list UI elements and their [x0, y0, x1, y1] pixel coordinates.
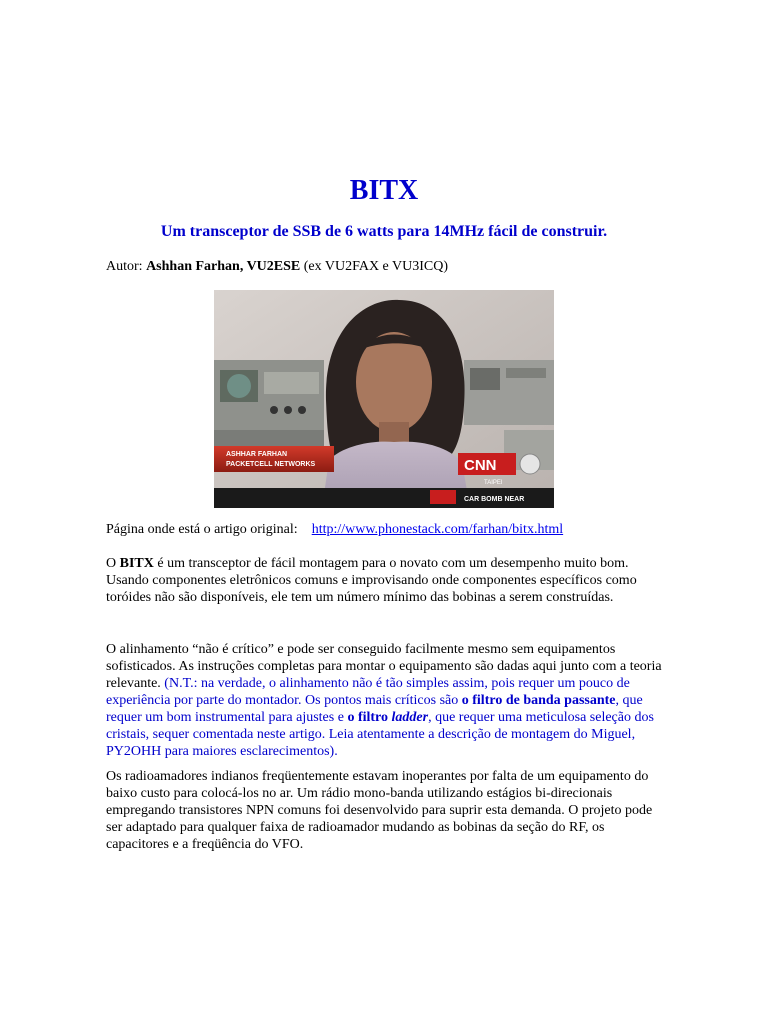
ticker-text: CAR BOMB NEAR — [464, 496, 525, 503]
caption-name: ASHHAR FARHAN — [226, 451, 288, 458]
translator-note-italic: ladder — [391, 710, 429, 725]
author-label: Autor: — [106, 259, 147, 274]
network-logo: CNN — [464, 457, 497, 474]
document-title: BITX — [349, 175, 419, 206]
alignment-text: O alinhamento “não é crítico” e pode ser conseguido facilmente mesmo sem equipamentos sofisticados. As instruções completas para montar o equipamento são dadas aqui junto com a teoria relevante. — [106, 642, 662, 691]
translator-note-2: , que requer um bom instrumental para ajustes e — [106, 693, 643, 725]
paragraph-history: Os radioamadores indianos freqüentemente estavam inoperantes por falta de um equipamento do baixo custo para colocá-los no ar. Um rádio mono-banda utilizando estágios bi-direcionais empregando transistores NPN comuns foi desenvolvido para suprir esta demanda. O projeto pode ser adaptado para qualquer faixa de radioamador mudando as bobinas da seção do RF, os capacitores e a freqüência do VFO. — [106, 769, 653, 852]
translator-note-3: , que requer uma meticulosa seleção dos cristais, sequer comentada neste artigo. Leia atentamente a descrição de montagem do Miguel, PY2OHH para maiores esclarecimentos). — [106, 710, 654, 759]
intro-text-1: O — [106, 556, 120, 571]
caption-company: PACKETCELL NETWORKS — [226, 461, 316, 468]
translator-note-bold-1: o filtro de banda passante — [461, 693, 616, 708]
original-label: Página onde está o artigo original: — [106, 522, 298, 537]
document-subtitle: Um transceptor de SSB de 6 watts para 14MHz fácil de construir. — [160, 223, 608, 240]
author-photo-image — [214, 290, 554, 508]
paragraph-alignment — [106, 641, 666, 760]
author-line — [106, 258, 448, 276]
paragraph-intro — [106, 555, 666, 606]
intro-text-2: é um transceptor de fácil montagem para o novato com um desempenho muito bom. Usando componentes eletrônicos comuns e improvisando onde componentes específicos como toróides não são disponíveis, ele tem um número mínimo das bobinas a serem construídas. — [106, 556, 637, 605]
author-photo — [214, 290, 554, 508]
original-article-line — [106, 521, 563, 539]
intro-bitx-bold: BITX — [119, 556, 154, 571]
author-note: (ex VU2FAX e VU3ICQ) — [300, 259, 449, 274]
ticker-city: TAIPEI — [484, 480, 503, 486]
translator-note-1: (N.T.: na verdade, o alinhamento não é tão simples assim, pois requer um pouco de experiência por parte do montador. Os pontos mais críticos são — [106, 676, 630, 708]
author-name: Ashhan Farhan, VU2ESE — [146, 259, 301, 274]
original-article-link[interactable]: http://www.phonestack.com/farhan/bitx.html — [311, 522, 564, 537]
translator-note-bold-2: o filtro — [347, 710, 392, 725]
